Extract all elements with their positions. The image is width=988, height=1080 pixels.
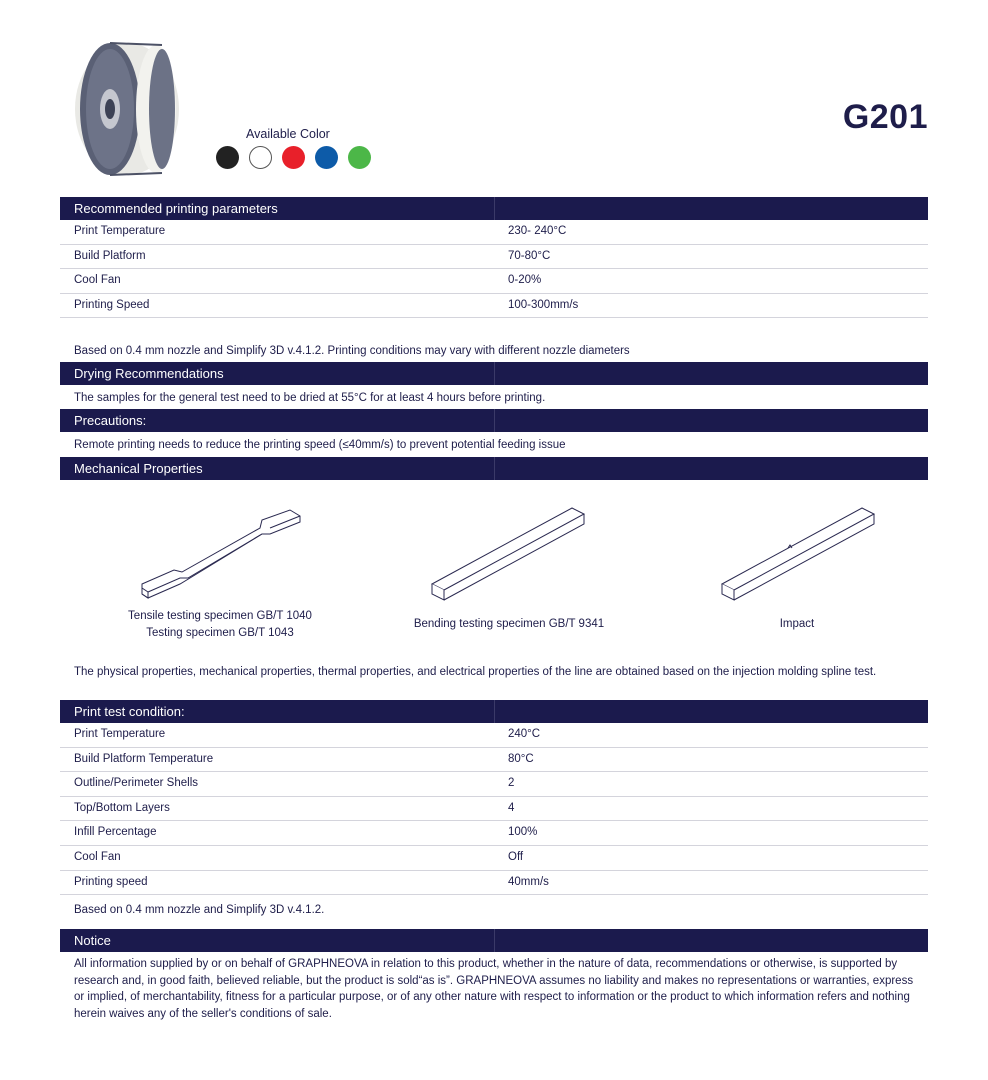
print-test-header	[60, 700, 928, 723]
table-row	[60, 772, 928, 797]
row-key: Cool Fan	[74, 850, 121, 863]
section-title: Print test condition:	[74, 704, 185, 719]
row-key: Cool Fan	[74, 274, 121, 287]
table-row	[60, 821, 928, 846]
impact-caption: Impact	[779, 618, 815, 630]
bending-caption: Bending testing specimen GB/T 9341	[413, 618, 605, 630]
mechanical-header	[60, 457, 928, 480]
color-swatch	[315, 146, 338, 169]
row-key: Printing Speed	[74, 298, 150, 311]
color-swatch	[282, 146, 305, 169]
table-row	[60, 797, 928, 822]
table-row	[60, 220, 928, 245]
table-row	[60, 871, 928, 896]
table-row	[60, 294, 928, 319]
row-value: 4	[508, 801, 515, 814]
row-value: 240°C	[508, 728, 541, 740]
impact-specimen-icon	[720, 506, 878, 604]
recommended-parameters-header	[60, 197, 928, 220]
recommended-parameters-table	[60, 220, 928, 318]
print-test-note: Based on 0.4 mm nozzle and Simplify 3D v.4.1.2.	[74, 904, 325, 916]
row-value: 100-300mm/s	[508, 298, 579, 311]
precautions-header	[60, 409, 928, 432]
tensile-caption	[100, 608, 340, 641]
section-title: Notice	[74, 933, 111, 948]
color-swatch	[348, 146, 371, 169]
row-key: Infill Percentage	[74, 826, 157, 839]
drying-header	[60, 362, 928, 385]
filament-spool-icon	[66, 38, 188, 180]
print-test-table	[60, 723, 928, 895]
row-key: Print Temperature	[74, 728, 166, 740]
row-value: 230- 240°C	[508, 225, 567, 237]
row-value: 40mm/s	[508, 875, 549, 888]
row-value: 100%	[508, 826, 538, 839]
bending-specimen-icon	[430, 506, 588, 604]
section-title: Precautions:	[74, 413, 147, 428]
row-value: 80°C	[508, 752, 534, 765]
mechanical-note: The physical properties, mechanical properties, thermal properties, and electrical properties of the line are obtained based on the injection molding spline test.	[74, 666, 877, 678]
notice-header	[60, 929, 928, 952]
table-row	[60, 748, 928, 773]
available-color-label: Available Color	[246, 127, 330, 141]
row-key: Print Temperature	[74, 225, 166, 237]
tensile-caption-line2: Testing specimen GB/T 1043	[146, 626, 294, 639]
precautions-text: Remote printing needs to reduce the printing speed (≤40mm/s) to prevent potential feeding issue	[74, 439, 566, 451]
row-key: Build Platform Temperature	[74, 752, 214, 765]
row-key: Outline/Perimeter Shells	[74, 777, 198, 790]
row-key: Top/Bottom Layers	[74, 801, 170, 814]
color-swatch	[216, 146, 239, 169]
section-title: Recommended printing parameters	[74, 201, 278, 216]
table-row	[60, 269, 928, 294]
table-row	[60, 245, 928, 270]
color-swatch-list	[216, 146, 371, 169]
tensile-caption-line1: Tensile testing specimen GB/T 1040	[128, 610, 312, 622]
drying-text: The samples for the general test need to be dried at 55°C for at least 4 hours before printing.	[74, 392, 546, 404]
row-value: 0-20%	[508, 274, 542, 287]
notice-text: All information supplied by or on behalf of GRAPHNEOVA in relation to this product, whether in the nature of data, recommendations or otherwise, is supported by research and, in good faith, believed reliable, but the product is sold“as is”. GRAPHNEOVA assumes no liability and makes no representations or warranties, express or implied, of merchantability, fitness for a particular purpose, or of any other nature with respect to information or the product to which information refers and nothing herein waives any of the seller's conditions of sale.	[74, 958, 914, 1020]
row-key: Build Platform	[74, 249, 146, 262]
row-key: Printing speed	[74, 875, 148, 888]
color-swatch	[249, 146, 272, 169]
table-row	[60, 846, 928, 871]
row-value: Off	[508, 850, 524, 863]
tensile-specimen-icon	[140, 508, 305, 604]
product-code: G201	[842, 98, 928, 136]
section-title: Mechanical Properties	[74, 461, 203, 476]
recommended-note: Based on 0.4 mm nozzle and Simplify 3D v.4.1.2. Printing conditions may vary with different nozzle diameters	[74, 345, 630, 357]
table-row	[60, 723, 928, 748]
section-title: Drying Recommendations	[74, 366, 224, 381]
row-value: 70-80°C	[508, 249, 551, 262]
row-value: 2	[508, 777, 515, 790]
